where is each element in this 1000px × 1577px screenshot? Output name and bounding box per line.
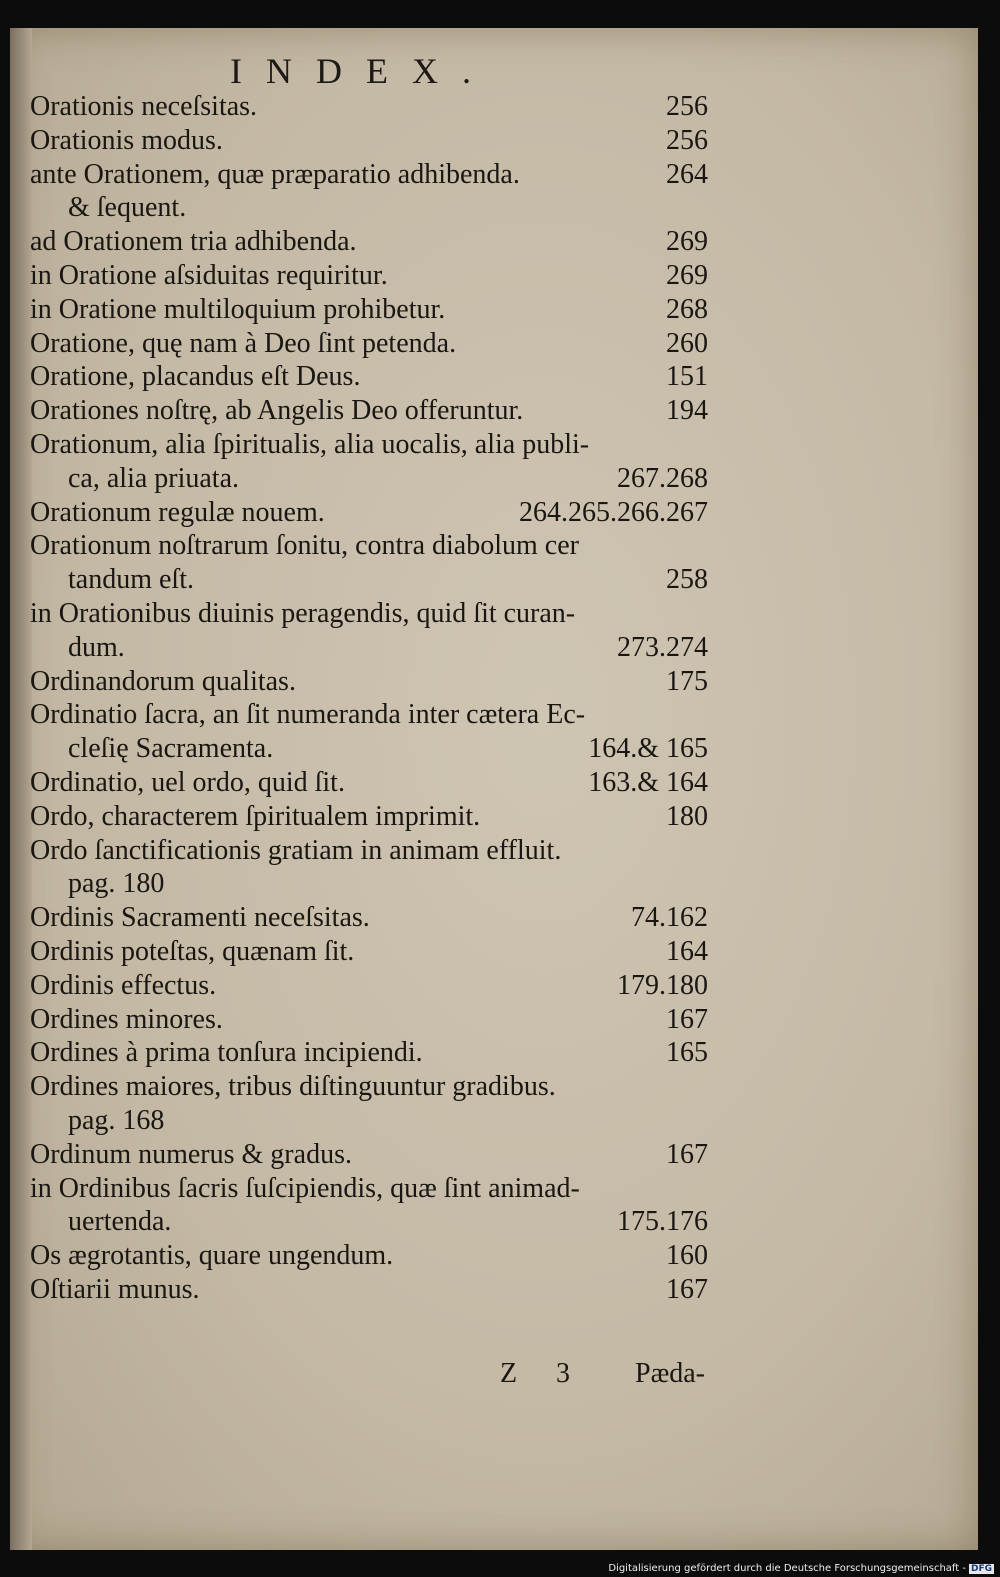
index-entry-text: Orationis neceſsitas.	[30, 91, 258, 122]
index-entry-continuation	[30, 867, 708, 901]
index-entry	[30, 327, 708, 361]
index-entry-text: ante Orationem, quæ præparatio adhibenda.	[30, 158, 520, 190]
index-entry-continuation-text: ca, alia priuata.	[68, 462, 240, 494]
index-entry-page: 256	[666, 91, 708, 122]
index-entry	[30, 259, 708, 293]
index-entry-page: 194	[666, 395, 708, 427]
index-entry-text: in Oratione aſsiduitas requiritur.	[30, 259, 388, 291]
index-entry-continuation-page: 258	[666, 564, 708, 596]
index-entry-line	[30, 293, 708, 327]
index-entry-line	[30, 969, 708, 1003]
index-entry-page: 164	[666, 935, 708, 967]
index-entry-continuation-text: cleſię Sacramenta.	[68, 733, 274, 765]
index-entry-text: Orationis modus.	[30, 124, 223, 156]
index-entry-page: 256	[666, 124, 708, 156]
index-entry-continuation-text: pag. 180	[68, 868, 165, 900]
index-entry-line	[30, 1172, 708, 1206]
index-entry-text: Ordinatio, uel ordo, quid ſit.	[30, 766, 345, 798]
index-entry-line	[30, 901, 708, 935]
index-entry-text: Orationum regulæ nouem.	[30, 496, 325, 528]
index-entry	[30, 969, 708, 1003]
index-entry	[30, 360, 708, 394]
index-entry-page: 175	[666, 665, 708, 697]
index-entry-line	[30, 428, 708, 462]
index-entry-text: in Orationibus diuinis peragendis, quid ſit curan-	[30, 597, 576, 629]
index-entry-page: 264	[666, 158, 708, 190]
index-entry-text: Os ægrotantis, quare ungendum.	[30, 1240, 394, 1272]
credit-text: Digitalisierung gefördert durch die Deutsche Forschungsgemeinschaft -	[608, 1563, 966, 1574]
index-list	[30, 90, 708, 1307]
index-entry	[30, 1003, 708, 1037]
index-entry-text: Ordinis poteſtas, quænam ſit.	[30, 935, 355, 967]
index-entry-page: 167	[666, 1273, 708, 1305]
index-entry-continuation	[30, 1104, 708, 1138]
index-entry-continuation-text: tandum eſt.	[68, 564, 194, 596]
index-entry	[30, 496, 708, 530]
index-entry-text: Ordinandorum qualitas.	[30, 665, 296, 697]
index-entry	[30, 766, 708, 800]
index-entry-text: ad Orationem tria adhibenda.	[30, 226, 357, 258]
page-header: INDEX.	[230, 51, 495, 91]
index-entry-text: Oratione, quę nam à Deo ſint petenda.	[30, 327, 457, 359]
signature-mark: Z	[500, 1358, 518, 1389]
index-entry-line	[30, 1138, 708, 1172]
index-entry-continuation	[30, 732, 708, 766]
index-entry-page: 264.265.266.267	[519, 496, 708, 528]
index-entry	[30, 394, 708, 428]
index-entry-line	[30, 225, 708, 259]
index-entry-continuation-page: 175.176	[617, 1206, 708, 1238]
index-entry-text: Ordo ſanctificationis gratiam in animam effluit.	[30, 834, 562, 866]
index-entry-text: Orationum, alia ſpiritualis, alia uocalis, alia publi-	[30, 428, 590, 460]
index-entry-line	[30, 665, 708, 699]
index-entry	[30, 1172, 708, 1240]
index-entry-text: Ordines minores.	[30, 1003, 223, 1035]
index-entry-continuation	[30, 462, 708, 496]
index-entry-continuation	[30, 191, 708, 225]
index-entry-text: Ordines maiores, tribus diſtinguuntur gradibus.	[30, 1071, 556, 1103]
index-entry-continuation	[30, 563, 708, 597]
index-entry-line	[30, 698, 708, 732]
index-entry-line	[30, 1070, 708, 1104]
index-entry	[30, 665, 708, 699]
index-entry	[30, 935, 708, 969]
index-entry-line	[30, 327, 708, 361]
index-entry-page: 165	[666, 1037, 708, 1069]
index-entry-text: Ordines à prima tonſura incipiendi.	[30, 1037, 423, 1069]
index-entry-page: 160	[666, 1240, 708, 1272]
index-entry-text: Oratione, placandus eſt Deus.	[30, 361, 361, 393]
index-entry	[30, 698, 708, 766]
index-entry-page: 163.& 164	[588, 766, 708, 798]
catchword: Pæda-	[635, 1358, 705, 1389]
index-entry-continuation-text: dum.	[68, 631, 125, 663]
index-entry-text: Ordo, characterem ſpiritualem imprimit.	[30, 800, 481, 832]
index-entry-line	[30, 1239, 708, 1273]
index-entry-continuation-text: pag. 168	[68, 1104, 165, 1136]
index-entry-line	[30, 259, 708, 293]
index-entry-continuation-text: uertenda.	[68, 1206, 172, 1238]
index-entry-continuation-page: 267.268	[617, 462, 708, 494]
index-entry	[30, 1273, 708, 1307]
index-entry-line	[30, 90, 708, 124]
index-entry-continuation	[30, 1205, 708, 1239]
index-entry-text: Ordinum numerus & gradus.	[30, 1138, 352, 1170]
dfg-logo: DFG	[970, 1564, 992, 1574]
index-entry-line	[30, 124, 708, 158]
index-entry-line	[30, 360, 708, 394]
index-entry-page: 179.180	[617, 969, 708, 1001]
index-entry-text: Ordinis Sacramenti neceſsitas.	[30, 902, 370, 934]
index-entry-line	[30, 1003, 708, 1037]
index-entry-page: 167	[666, 1003, 708, 1035]
index-entry	[30, 800, 708, 834]
index-entry	[30, 1239, 708, 1273]
index-entry-text: Orationum noſtrarum ſonitu, contra diabolum cer	[30, 530, 579, 562]
index-entry-line	[30, 529, 708, 563]
index-entry-page: 268	[666, 293, 708, 325]
index-entry-text: Orationes noſtrę, ab Angelis Deo offeruntur.	[30, 395, 524, 427]
index-entry	[30, 158, 708, 226]
index-entry-line	[30, 394, 708, 428]
index-entry-text: Ordinatio ſacra, an ſit numeranda inter cætera Ec-	[30, 699, 586, 731]
index-entry	[30, 1070, 708, 1138]
index-entry-page: 74.162	[631, 902, 708, 934]
index-entry	[30, 124, 708, 158]
index-entry-text: in Oratione multiloquium prohibetur.	[30, 293, 446, 325]
index-entry-page: 269	[666, 259, 708, 291]
index-entry	[30, 1138, 708, 1172]
index-entry-continuation-text: & ſequent.	[68, 192, 187, 224]
index-entry-text: Ordinis effectus.	[30, 969, 217, 1001]
page-spine-shadow	[10, 28, 32, 1550]
index-entry-continuation-page: 164.& 165	[588, 733, 708, 765]
index-entry	[30, 293, 708, 327]
index-entry-page: 167	[666, 1138, 708, 1170]
index-entry-line	[30, 1036, 708, 1070]
index-entry	[30, 597, 708, 665]
index-entry	[30, 90, 708, 124]
index-entry	[30, 901, 708, 935]
index-entry	[30, 1036, 708, 1070]
digitization-credit	[608, 1563, 994, 1574]
index-entry-page: 260	[666, 327, 708, 359]
index-entry	[30, 834, 708, 902]
index-entry-page: 151	[666, 361, 708, 393]
index-entry-continuation	[30, 631, 708, 665]
index-entry	[30, 428, 708, 496]
index-entry-line	[30, 935, 708, 969]
index-entry-line	[30, 1273, 708, 1307]
index-entry-page: 269	[666, 226, 708, 258]
index-entry-line	[30, 597, 708, 631]
index-entry-page: 180	[666, 800, 708, 832]
index-entry-continuation-page: 273.274	[617, 631, 708, 663]
index-entry-line	[30, 800, 708, 834]
index-entry-line	[30, 766, 708, 800]
signature-number: 3	[556, 1358, 570, 1389]
index-entry-text: Oſtiarii munus.	[30, 1273, 200, 1305]
index-entry-line	[30, 158, 708, 192]
index-entry-text: in Ordinibus ſacris ſuſcipiendis, quæ ſint animad-	[30, 1172, 580, 1204]
index-entry	[30, 225, 708, 259]
index-entry-line	[30, 496, 708, 530]
index-entry-line	[30, 834, 708, 868]
index-entry	[30, 529, 708, 597]
